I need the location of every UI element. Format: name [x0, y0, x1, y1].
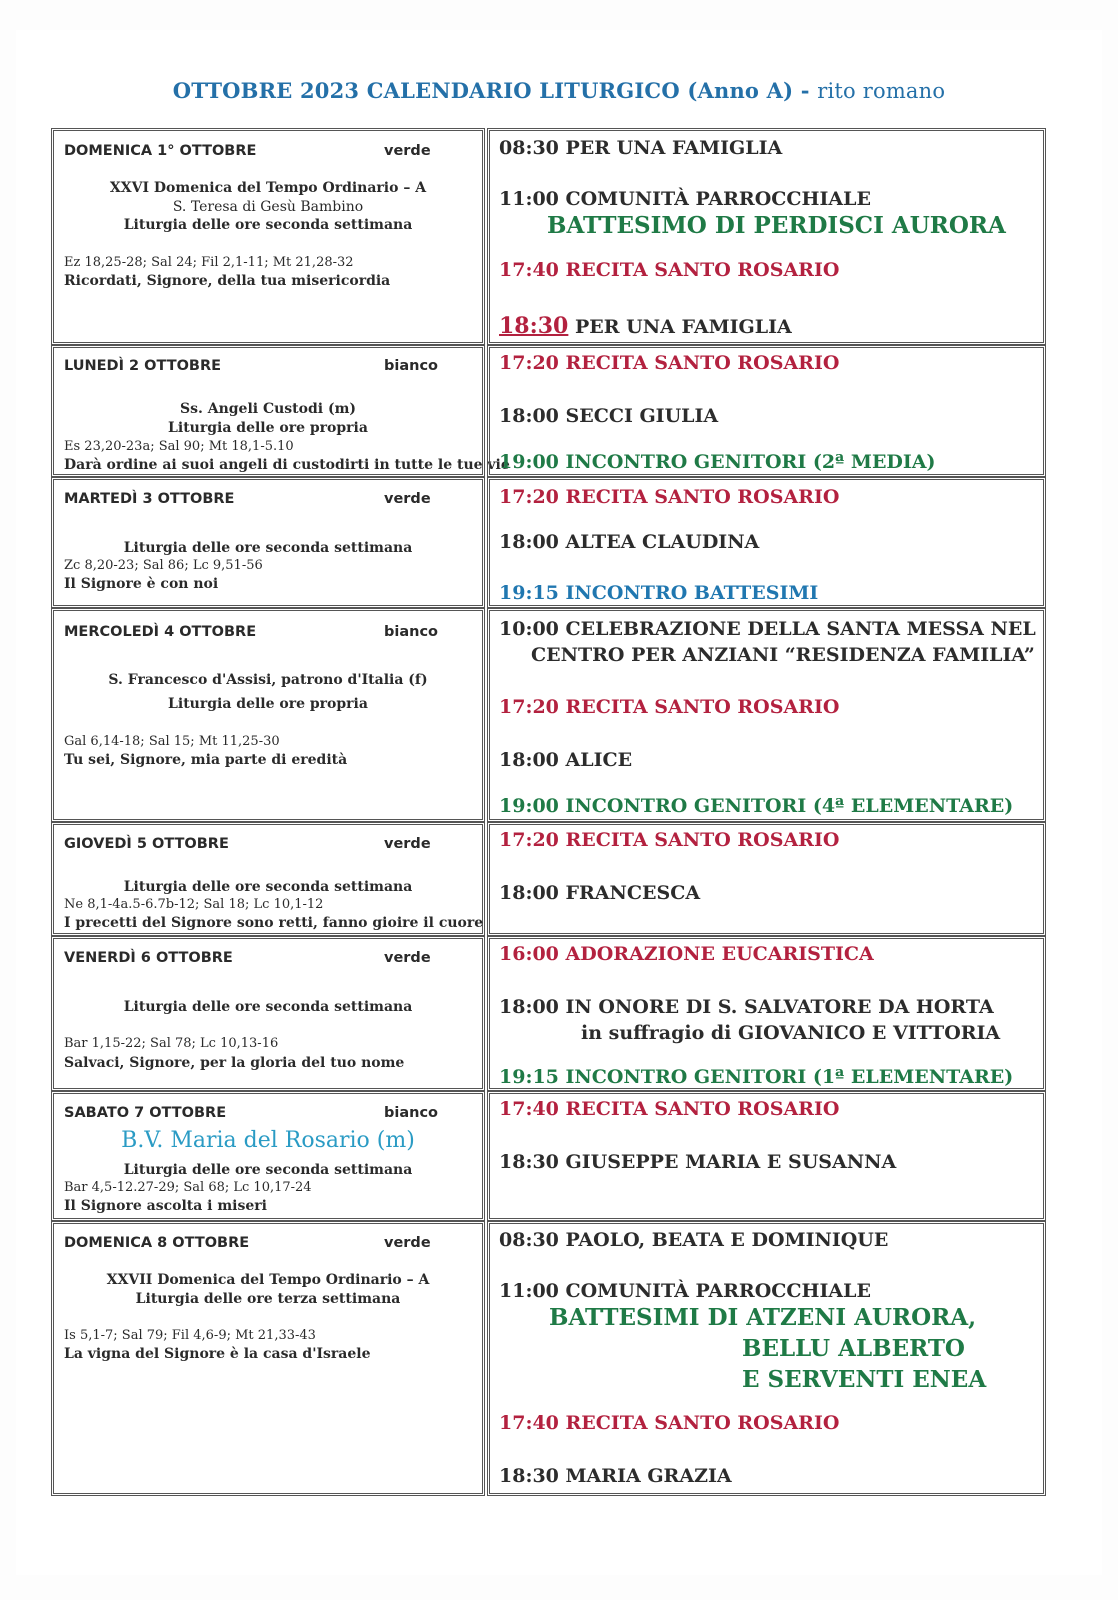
- event-meeting: 19:15 INCONTRO GENITORI (1ª ELEMENTARE): [499, 1066, 1014, 1088]
- event: 08:30 PAOLO, BEATA E DOMINIQUE: [499, 1229, 889, 1251]
- psalm-phrase: I precetti del Signore sono retti, fanno gioire il cuore: [64, 915, 484, 931]
- psalm-phrase: Il Signore ascolta i miseri: [64, 1198, 267, 1214]
- celebration: XXVI Domenica del Tempo Ordinario – A: [109, 180, 427, 196]
- event: 18:00 IN ONORE DI S. SALVATORE DA HORTA: [499, 996, 994, 1018]
- event: 18:00 FRANCESCA: [499, 882, 701, 904]
- day-info-cell: [51, 936, 485, 1091]
- event-adoration: 16:00 ADORAZIONE EUCARISTICA: [499, 943, 874, 965]
- event-meeting: 19:00 INCONTRO GENITORI (2ª MEDIA): [499, 451, 936, 473]
- liturgy-hours: Liturgia delle ore seconda settimana: [123, 217, 413, 233]
- event-rosary: 17:40 RECITA SANTO ROSARIO: [499, 1412, 840, 1434]
- readings: Es 23,20-23a; Sal 90; Mt 18,1-5.10: [64, 439, 294, 454]
- event: 18:30 MARIA GRAZIA: [499, 1465, 732, 1487]
- liturgical-color: verde: [384, 836, 431, 852]
- liturgical-color: bianco: [384, 358, 439, 374]
- day-heading: SABATO 7 OTTOBRE: [64, 1105, 227, 1121]
- day-heading: MERCOLEDÌ 4 OTTOBRE: [64, 624, 257, 640]
- liturgy-hours: Liturgia delle ore propria: [168, 420, 368, 436]
- event-rosary: 17:40 RECITA SANTO ROSARIO: [499, 259, 840, 281]
- event: 18:00 SECCI GIULIA: [499, 405, 719, 427]
- title-suffix: rito romano: [817, 79, 946, 103]
- liturgy-hours: Liturgia delle ore terza settimana: [135, 1291, 401, 1307]
- page-title: [0, 78, 1118, 103]
- celebration: S. Francesco d'Assisi, patrono d'Italia (f): [108, 672, 428, 688]
- day-info-cell: [51, 345, 510, 477]
- readings: Is 5,1-7; Sal 79; Fil 4,6-9; Mt 21,33-43: [64, 1328, 316, 1343]
- event: 11:00 COMUNITÀ PARROCCHIALE: [499, 1280, 871, 1302]
- psalm-phrase: La vigna del Signore è la casa d'Israele: [64, 1346, 371, 1362]
- event-rosary: 17:20 RECITA SANTO ROSARIO: [499, 486, 840, 508]
- liturgical-color: bianco: [384, 624, 439, 640]
- readings: Ez 18,25-28; Sal 24; Fil 2,1-11; Mt 21,28-32: [64, 255, 354, 270]
- day-info-cell: [51, 608, 485, 822]
- day-info-cell: [51, 1091, 485, 1221]
- calendar-row: [51, 822, 1046, 936]
- psalm-phrase: Salvaci, Signore, per la gloria del tuo nome: [64, 1055, 405, 1071]
- event-mass: 10:00 CELEBRAZIONE DELLA SANTA MESSA NEL: [499, 618, 1036, 640]
- calendar-row: [51, 1221, 1046, 1496]
- events-cell: [487, 477, 1046, 608]
- title-main: OTTOBRE 2023 CALENDARIO LITURGICO (Anno A) -: [172, 78, 810, 103]
- day-heading: DOMENICA 8 OTTOBRE: [64, 1235, 250, 1251]
- events-cell: [487, 1221, 1046, 1496]
- day-info-cell: [51, 128, 485, 345]
- celebration: Ss. Angeli Custodi (m): [179, 401, 357, 417]
- day-heading: GIOVEDÌ 5 OTTOBRE: [64, 836, 229, 852]
- events-cell: [487, 1091, 1046, 1221]
- readings: Bar 1,15-22; Sal 78; Lc 10,13-16: [64, 1036, 279, 1051]
- event-meeting: 19:15 INCONTRO BATTESIMI: [499, 582, 819, 604]
- event: 08:30 PER UNA FAMIGLIA: [499, 137, 783, 159]
- readings: Zc 8,20-23; Sal 86; Lc 9,51-56: [64, 558, 263, 573]
- liturgy-hours: Liturgia delle ore seconda settimana: [123, 1162, 413, 1178]
- day-heading: LUNEDÌ 2 OTTOBRE: [64, 358, 222, 374]
- psalm-phrase: Ricordati, Signore, della tua misericordia: [64, 273, 391, 289]
- calendar-row: [51, 1091, 1046, 1221]
- calendar-row: [51, 128, 1046, 345]
- liturgical-color: verde: [384, 1235, 431, 1251]
- event-baptism-name: BELLU ALBERTO: [742, 1335, 965, 1362]
- event-rosary: 17:40 RECITA SANTO ROSARIO: [499, 1098, 840, 1120]
- event-rosary: 17:20 RECITA SANTO ROSARIO: [499, 352, 840, 374]
- liturgy-hours: Liturgia delle ore seconda settimana: [123, 540, 413, 556]
- day-heading: DOMENICA 1° OTTOBRE: [64, 143, 257, 159]
- event-text: PER UNA FAMIGLIA: [574, 316, 792, 338]
- events-cell: [487, 345, 1046, 477]
- event: 11:00 COMUNITÀ PARROCCHIALE: [499, 188, 871, 210]
- readings: Gal 6,14-18; Sal 15; Mt 11,25-30: [64, 734, 280, 749]
- calendar-row: [51, 608, 1046, 822]
- events-cell: [487, 128, 1046, 345]
- event-baptism: BATTESIMO DI PERDISCI AURORA: [547, 212, 1006, 239]
- event-meeting: 19:00 INCONTRO GENITORI (4ª ELEMENTARE): [499, 795, 1014, 817]
- event: 18:00 ALTEA CLAUDINA: [499, 531, 760, 553]
- day-info-cell: [51, 822, 485, 936]
- day-info-cell: [51, 477, 485, 608]
- liturgical-color: verde: [384, 491, 431, 507]
- calendar-row: [51, 477, 1046, 608]
- psalm-phrase: Tu sei, Signore, mia parte di eredità: [64, 752, 348, 768]
- event-suffrage: in suffragio di GIOVANICO E VITTORIA: [581, 1022, 1001, 1044]
- celebration: XXVII Domenica del Tempo Ordinario – A: [106, 1272, 430, 1288]
- event-mass-location: CENTRO PER ANZIANI “RESIDENZA FAMILIA”: [531, 644, 1035, 666]
- day-heading: VENERDÌ 6 OTTOBRE: [64, 950, 233, 966]
- event-baptism-name: E SERVENTI ENEA: [742, 1366, 987, 1393]
- liturgical-color: bianco: [384, 1105, 439, 1121]
- readings: Bar 4,5-12.27-29; Sal 68; Lc 10,17-24: [64, 1180, 312, 1195]
- readings: Ne 8,1-4a.5-6.7b-12; Sal 18; Lc 10,1-12: [64, 897, 324, 912]
- event-time: 18:30: [499, 313, 569, 339]
- calendar-row: [51, 936, 1046, 1091]
- events-cell: [487, 936, 1046, 1091]
- liturgy-hours: Liturgia delle ore propria: [168, 696, 368, 712]
- calendar-row: [51, 345, 1046, 477]
- day-heading: MARTEDÌ 3 OTTOBRE: [64, 491, 235, 507]
- event: 18:30 GIUSEPPE MARIA E SUSANNA: [499, 1151, 897, 1173]
- events-cell: [487, 822, 1046, 936]
- event-baptism: BATTESIMI DI ATZENI AURORA,: [549, 1304, 977, 1331]
- liturgical-color: verde: [384, 143, 431, 159]
- event-rosary: 17:20 RECITA SANTO ROSARIO: [499, 696, 840, 718]
- liturgical-color: verde: [384, 950, 431, 966]
- liturgy-hours: Liturgia delle ore seconda settimana: [123, 999, 413, 1015]
- liturgy-hours: Liturgia delle ore seconda settimana: [123, 879, 413, 895]
- psalm-phrase: Darà ordine ai suoi angeli di custodirti in tutte le tue vie: [64, 457, 510, 473]
- day-info-cell: [51, 1221, 485, 1496]
- psalm-phrase: Il Signore è con noi: [64, 576, 219, 592]
- feast-title: B.V. Maria del Rosario (m): [121, 1128, 415, 1153]
- event: 18:00 ALICE: [499, 749, 633, 771]
- events-cell: [487, 608, 1046, 822]
- saint: S. Teresa di Gesù Bambino: [172, 199, 364, 215]
- event-rosary: 17:20 RECITA SANTO ROSARIO: [499, 829, 840, 851]
